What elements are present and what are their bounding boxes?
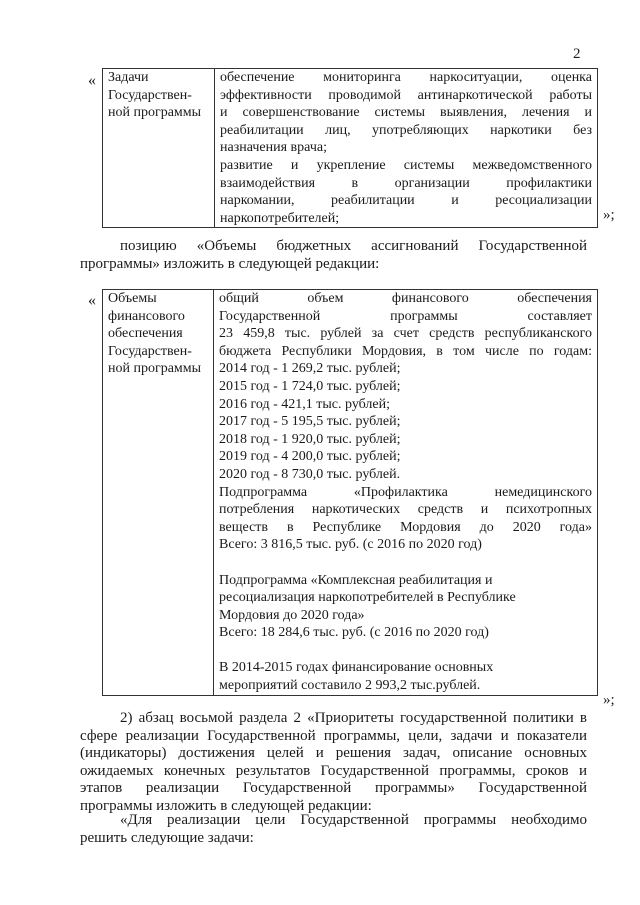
- funding-label-line: обеспечения: [108, 326, 183, 342]
- section2-paragraph-line: ожидаемых конечных результатов Государственной программы, сроков и: [80, 762, 587, 779]
- funding-content-line: В 2014-2015 годах финансирование основных: [219, 660, 494, 676]
- funding-label-cell: [103, 290, 214, 696]
- funding-content-line: общий объем финансового обеспечения: [219, 291, 592, 306]
- page-number: 2: [573, 46, 581, 62]
- tasks-content-line: и совершенствование системы выявления, лечения и: [220, 105, 592, 121]
- funding-content-line: мероприятий составило 2 993,2 тыс.рублей.: [219, 678, 481, 694]
- funding-content-line: [219, 642, 592, 660]
- tasks-content-cell: [215, 69, 598, 228]
- funding-content-line: 23 459,8 тыс. рублей за счет средств республиканского: [219, 326, 592, 342]
- tasks-intro-line: решить следующие задачи:: [80, 829, 254, 846]
- tasks-content-line: развитие и укрепление системы межведомственного: [220, 157, 592, 173]
- tasks-content-line: назначения врача;: [220, 140, 327, 156]
- tasks-intro-line: «Для реализации цели Государственной программы необходимо: [120, 812, 587, 828]
- funding-content-line: 2017 год - 5 195,5 тыс. рублей;: [219, 414, 401, 430]
- table2-close-quote: »;: [603, 692, 615, 708]
- tasks-content-line: взаимодействия в организации профилактики: [220, 175, 592, 191]
- funding-content-line: Мордовия до 2020 года»: [219, 607, 365, 623]
- tasks-content-line: наркомании, реабилитации и ресоциализации: [220, 193, 592, 209]
- funding-label-line: Объемы: [108, 291, 157, 306]
- funding-content-line: 2020 год - 8 730,0 тыс. рублей.: [219, 466, 401, 482]
- funding-content-line: потребления наркотических средств и психотропных: [219, 502, 592, 518]
- position-paragraph-line: позицию «Объемы бюджетных ассигнований Государственной: [120, 238, 587, 254]
- funding-content-line: бюджета Республики Мордовия, в том числе по годам:: [219, 343, 592, 359]
- section2-paragraph-line: сфере реализации Государственной программы, цели, задачи и показатели: [80, 727, 587, 744]
- funding-content-cell: [214, 290, 598, 696]
- position-paragraph: [80, 238, 587, 273]
- tasks-label-line: ной программы: [108, 105, 202, 121]
- funding-content-line: 2014 год - 1 269,2 тыс. рублей;: [219, 361, 401, 377]
- tasks-label-line: Задачи: [108, 70, 149, 85]
- funding-content-line: Всего: 3 816,5 тыс. руб. (с 2016 по 2020 год): [219, 537, 482, 553]
- funding-content-line: Подпрограмма «Комплексная реабилитация и: [219, 572, 493, 588]
- tasks-intro-paragraph: [80, 812, 587, 847]
- section2-paragraph: [80, 710, 587, 815]
- funding-content-line: Государственной программы составляет: [219, 308, 592, 324]
- tasks-table: [102, 68, 598, 228]
- funding-content-line: 2018 год - 1 920,0 тыс. рублей;: [219, 431, 401, 447]
- section2-paragraph-line: этапов реализации Государственной программы» Государственной: [80, 780, 587, 796]
- position-paragraph-line: программы» изложить в следующей редакции:: [80, 255, 380, 272]
- tasks-content-line: обеспечение мониторинга наркоситуации, оценка: [220, 70, 592, 85]
- funding-content-line: 2016 год - 421,1 тыс. рублей;: [219, 396, 391, 412]
- tasks-content-line: наркопотребителей;: [220, 210, 340, 226]
- funding-content-line: 2015 год - 1 724,0 тыс. рублей;: [219, 378, 401, 394]
- funding-content-line: [219, 554, 592, 572]
- tasks-label-line: Государствен-: [108, 87, 192, 103]
- funding-content-line: 2019 год - 4 200,0 тыс. рублей;: [219, 449, 401, 465]
- funding-content-line: Подпрограмма «Профилактика немедицинского: [219, 484, 592, 500]
- funding-table: [102, 289, 598, 696]
- tasks-content-line: реабилитации лиц, употребляющих наркотики без: [220, 122, 592, 138]
- table2-open-quote: «: [88, 292, 96, 309]
- funding-content-line: веществ в Республике Мордовия до 2020 года»: [219, 519, 592, 535]
- section2-paragraph-line: 2) абзац восьмой раздела 2 «Приоритеты государственной политики в: [120, 710, 587, 726]
- table1-close-quote: »;: [603, 207, 615, 223]
- funding-label-line: Государствен-: [108, 343, 192, 359]
- funding-label-line: ной программы: [108, 361, 202, 377]
- funding-label-line: финансового: [108, 308, 185, 324]
- funding-content-line: Всего: 18 284,6 тыс. руб. (с 2016 по 2020 год): [219, 625, 489, 641]
- tasks-content-line: эффективности проводимой антинаркотической работы: [220, 87, 592, 103]
- section2-paragraph-line: (индикаторы) достижения целей и решения задач, описание основных: [80, 745, 587, 761]
- funding-content-line: ресоциализация наркопотребителей в Республике: [219, 590, 516, 606]
- tasks-label-cell: [103, 69, 215, 228]
- table1-open-quote: «: [88, 72, 96, 89]
- section2-paragraph-line: программы изложить в следующей редакции:: [80, 797, 372, 814]
